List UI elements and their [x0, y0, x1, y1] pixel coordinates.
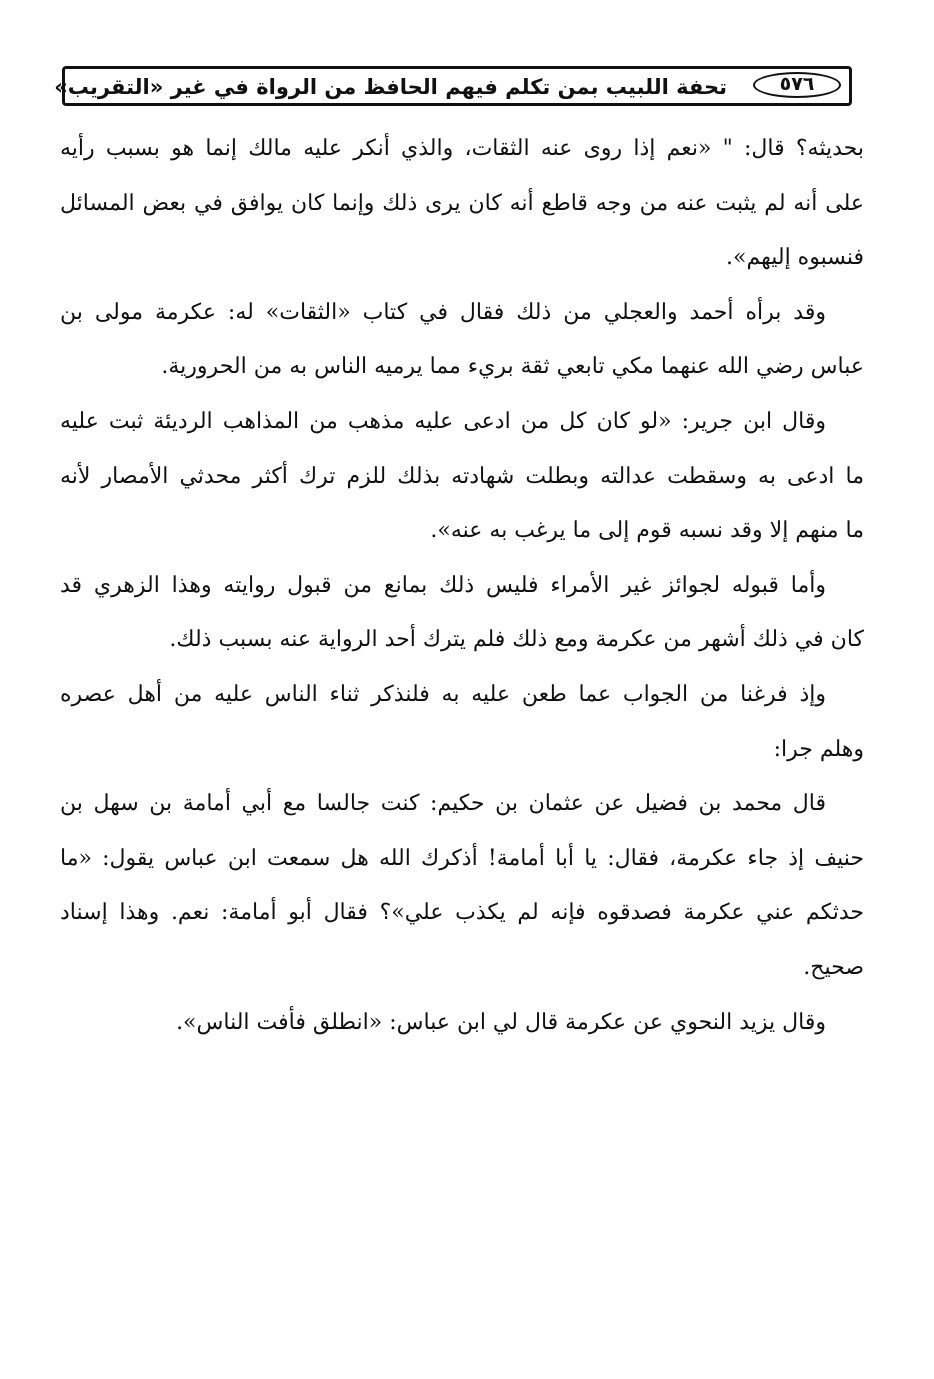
text-line: كان في ذلك أشهر من عكرمة ومع ذلك فلم يترك أحد الرواية عنه بسبب ذلك.	[169, 627, 864, 653]
page-number: ٥٧٦	[753, 72, 841, 98]
paragraph	[60, 996, 864, 1051]
paragraph	[60, 122, 864, 286]
text-line: فنسبوه إليهم».	[726, 245, 864, 271]
paragraph	[60, 395, 864, 559]
paragraph	[60, 559, 864, 668]
text-line: ما منهم إلا وقد نسبه قوم إلى ما يرغب به عنه».	[430, 518, 864, 544]
book-title: تحفة اللبيب بمن تكلم فيهم الحافظ من الرواة في غير «التقريب»	[54, 75, 727, 99]
text-line: قال محمد بن فضيل عن عثمان بن حكيم: كنت جالسا مع أبي أمامة بن سهل بن	[60, 791, 826, 817]
text-line: على أنه لم يثبت عنه من وجه قاطع أنه كان يرى ذلك وإنما كان يوافق في بعض المسائل	[60, 190, 864, 216]
running-header	[54, 66, 852, 106]
text-line: وأما قبوله لجوائز غير الأمراء فليس ذلك بمانع من قبول روايته وهذا الزهري قد	[60, 572, 826, 598]
body-text	[60, 122, 864, 1050]
paragraph	[60, 777, 864, 995]
paragraph	[60, 286, 864, 395]
text-line: بحديثه؟ قال: " «نعم إذا روى عنه الثقات، والذي أنكر عليه مالك إنما هو بسبب رأيه	[60, 136, 864, 161]
text-line: حدثكم عني عكرمة فصدقوه فإنه لم يكذب علي»؟ فقال أبو أمامة: نعم. وهذا إسناد	[60, 900, 864, 926]
text-line: ما ادعى به وسقطت عدالته وبطلت شهادته بذلك للزم ترك أكثر محدثي الأمصار لأنه	[60, 463, 864, 489]
text-line: وهلم جرا:	[773, 736, 864, 762]
text-line: صحيح.	[803, 954, 864, 980]
text-line: وقد برأه أحمد والعجلي من ذلك فقال في كتاب «الثقات» له: عكرمة مولى بن	[60, 299, 826, 325]
text-line: وإذ فرغنا من الجواب عما طعن عليه به فلنذكر ثناء الناس عليه من أهل عصره	[60, 681, 826, 707]
paragraph	[60, 668, 864, 777]
text-line: حنيف إذ جاء عكرمة، فقال: يا أبا أمامة! أذكرك الله هل سمعت ابن عباس يقول: «ما	[60, 845, 864, 871]
text-line: وقال يزيد النحوي عن عكرمة قال لي ابن عباس: «انطلق فأفت الناس».	[176, 1009, 826, 1035]
text-line: وقال ابن جرير: «لو كان كل من ادعى عليه مذهب من المذاهب الرديئة ثبت عليه	[60, 408, 826, 434]
text-line: عباس رضي الله عنهما مكي تابعي ثقة بريء مما يرميه الناس به من الحرورية.	[161, 354, 864, 380]
